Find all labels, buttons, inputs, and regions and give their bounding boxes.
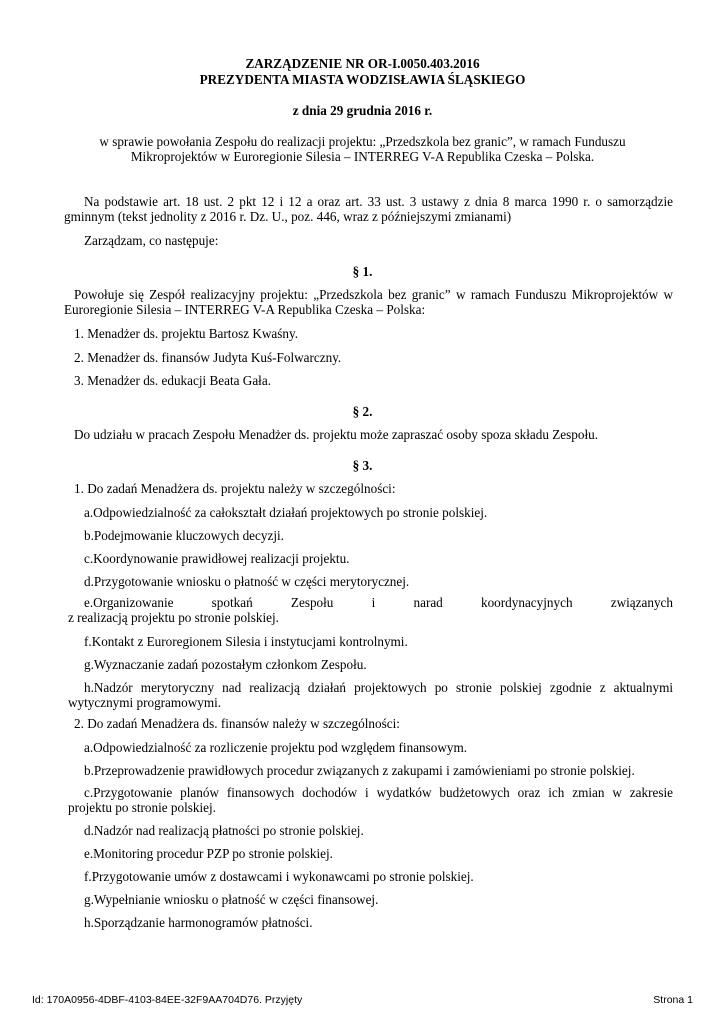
- finance-duty-c-line2: projektu po stronie polskiej.: [68, 800, 216, 815]
- project-duty-c: c.Koordynowanie prawidłowej realizacji projektu.: [84, 551, 350, 566]
- document-subject-line2: Mikroprojektów w Euroregionie Silesia – INTERREG V-A Republika Czeska – Polska.: [130, 149, 595, 164]
- project-duty-h-line1: h.Nadzór merytoryczny nad realizacją działań projektowych po stronie polskiej zgodnie z aktualnymi: [84, 680, 673, 695]
- footer-page-number: Strona 1: [653, 994, 693, 1006]
- project-duty-g: g.Wyznaczanie zadań pozostałym członkom Zespołu.: [84, 657, 367, 672]
- document-date: z dnia 29 grudnia 2016 r.: [292, 103, 433, 118]
- finance-duty-g: g.Wypełnianie wniosku o płatność w części finansowej.: [84, 892, 379, 907]
- project-duty-h-line2: wytycznymi programowymi.: [68, 695, 222, 710]
- project-duty-a: a.Odpowiedzialność za całokształt działań projektowych po stronie polskiej.: [84, 505, 488, 520]
- finance-duty-d: d.Nadzór nad realizacją płatności po stronie polskiej.: [84, 823, 364, 838]
- finance-duty-e: e.Monitoring procedur PZP po stronie polskiej.: [84, 846, 333, 861]
- preamble-line1: Na podstawie art. 18 ust. 2 pkt 12 i 12 a oraz art. 33 ust. 3 ustawy z dnia 8 marca 1990 r. o samorządzie: [84, 194, 673, 209]
- project-duty-f: f.Kontakt z Euroregionem Silesia i instytucjami kontrolnymi.: [84, 634, 408, 649]
- section-2-heading: § 2.: [352, 404, 373, 419]
- section-1-line2: Euroregionie Silesia – INTERREG V-A Republika Czeska – Polska:: [64, 302, 426, 317]
- document-title-line1: ZARZĄDZENIE NR OR-I.0050.403.2016: [245, 56, 480, 71]
- section-1-heading: § 1.: [352, 264, 373, 279]
- finance-duty-a: a.Odpowiedzialność za rozliczenie projektu pod względem finansowym.: [84, 740, 468, 755]
- finance-duty-b: b.Przeprowadzenie prawidłowych procedur związanych z zakupami i zamówieniami po stronie polskiej.: [84, 763, 635, 778]
- section-1-line1: Powołuje się Zespół realizacyjny projektu: „Przedszkola bez granic” w ramach Funduszu Mikroprojektów w: [74, 287, 673, 302]
- project-duty-d: d.Przygotowanie wniosku o płatność w części merytorycznej.: [84, 574, 410, 589]
- team-member-2: 2. Menadżer ds. finansów Judyta Kuś-Folwarczny.: [74, 350, 342, 365]
- team-member-1: 1. Menadżer ds. projektu Bartosz Kwaśny.: [74, 326, 299, 341]
- footer-document-id: Id: 170A0956-4DBF-4103-84EE-32F9AA704D76. Przyjęty: [32, 994, 303, 1006]
- document-title-line2: PREZYDENTA MIASTA WODZISŁAWIA ŚLĄSKIEGO: [199, 72, 526, 87]
- section-3-heading: § 3.: [352, 458, 373, 473]
- team-member-3: 3. Menadżer ds. edukacji Beata Gała.: [74, 373, 271, 388]
- document-subject-line1: w sprawie powołania Zespołu do realizacji projektu: „Przedszkola bez granic”, w ramach Funduszu: [99, 134, 626, 149]
- finance-duty-c-line1: c.Przygotowanie planów finansowych dochodów i wydatków budżetowych oraz ich zmian w zakresie: [84, 785, 673, 800]
- finance-duty-f: f.Przygotowanie umów z dostawcami i wykonawcami po stronie polskiej.: [84, 869, 474, 884]
- preamble-line2: gminnym (tekst jednolity z 2016 r. Dz. U., poz. 446, wraz z późniejszymi zmianami): [64, 209, 512, 224]
- section-2-text: Do udziału w pracach Zespołu Menadżer ds. projektu może zapraszać osoby spoza składu Zespołu.: [74, 427, 599, 442]
- project-duty-e-line1: e.Organizowanie spotkań Zespołu i narad koordynacyjnych związanych: [84, 595, 673, 610]
- finance-duty-h: h.Sporządzanie harmonogramów płatności.: [84, 915, 313, 930]
- finance-manager-duties-intro: 2. Do zadań Menadżera ds. finansów należy w szczególności:: [74, 716, 400, 731]
- project-duty-b: b.Podejmowanie kluczowych decyzji.: [84, 528, 284, 543]
- project-duty-e-line2: z realizacją projektu po stronie polskiej.: [68, 610, 279, 625]
- project-manager-duties-intro: 1. Do zadań Menadżera ds. projektu należy w szczególności:: [74, 481, 396, 496]
- preamble-order: Zarządzam, co następuje:: [84, 233, 219, 248]
